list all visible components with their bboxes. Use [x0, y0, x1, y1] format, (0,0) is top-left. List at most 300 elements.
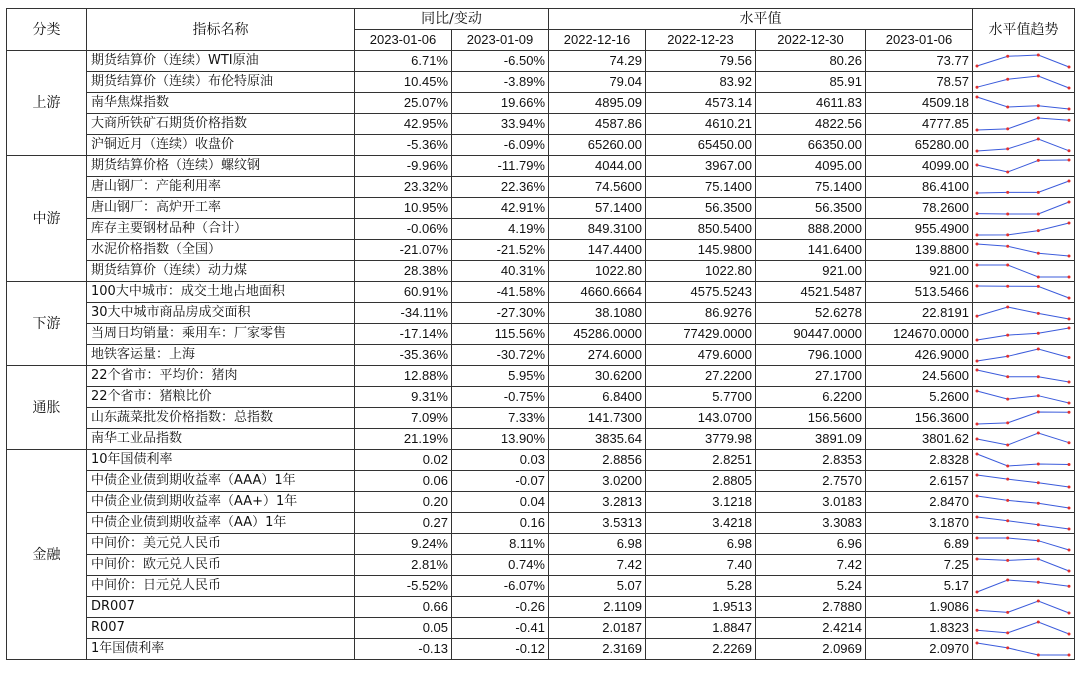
yoy-cell: 0.16	[452, 513, 549, 534]
yoy-cell: 21.19%	[355, 429, 452, 450]
sparkline-point	[1006, 306, 1009, 309]
level-cell: 479.6000	[646, 345, 756, 366]
sparkline-point	[976, 285, 979, 288]
table-row	[7, 303, 1075, 324]
trend-sparkline	[973, 618, 1073, 638]
sparkline-point	[976, 495, 979, 498]
sparkline-point	[1006, 519, 1009, 522]
level-cell: 65260.00	[549, 135, 646, 156]
sparkline-point	[1006, 559, 1009, 562]
sparkline-cell	[973, 513, 1075, 534]
sparkline-cell	[973, 408, 1075, 429]
category-cell: 中游	[7, 156, 87, 282]
sparkline-point	[976, 537, 979, 540]
sparkline-cell	[973, 261, 1075, 282]
sparkline-point	[1068, 441, 1071, 444]
sparkline-point	[1037, 654, 1040, 657]
sparkline-line	[977, 286, 1069, 298]
sparkline-point	[976, 453, 979, 456]
yoy-date-header: 2023-01-06	[355, 30, 452, 51]
level-cell: 2.7570	[756, 471, 866, 492]
sparkline-point	[1037, 481, 1040, 484]
sparkline-point	[1068, 297, 1071, 300]
table-row	[7, 345, 1075, 366]
sparkline-line	[977, 328, 1069, 340]
sparkline-point	[1037, 285, 1040, 288]
level-cell: 6.96	[756, 534, 866, 555]
sparkline-point	[1068, 486, 1071, 489]
yoy-cell: 25.07%	[355, 93, 452, 114]
sparkline-point	[1006, 421, 1009, 424]
table-row	[7, 471, 1075, 492]
sparkline-point	[1006, 537, 1009, 540]
sparkline-cell	[973, 219, 1075, 240]
trend-sparkline	[973, 513, 1073, 533]
sparkline-cell	[973, 597, 1075, 618]
trend-sparkline	[973, 576, 1073, 596]
sparkline-line	[977, 580, 1069, 592]
level-cell: 141.6400	[756, 240, 866, 261]
level-cell: 52.6278	[756, 303, 866, 324]
sparkline-point	[1037, 502, 1040, 505]
yoy-cell: -27.30%	[452, 303, 549, 324]
sparkline-point	[1037, 229, 1040, 232]
sparkline-point	[976, 150, 979, 153]
trend-sparkline	[973, 471, 1073, 491]
category-cell: 上游	[7, 51, 87, 156]
sparkline-line	[977, 160, 1069, 172]
sparkline-point	[976, 474, 979, 477]
level-cell: 90447.0000	[756, 324, 866, 345]
sparkline-point	[1037, 348, 1040, 351]
table-row	[7, 156, 1075, 177]
sparkline-point	[1006, 106, 1009, 109]
indicator-name: 山东蔬菜批发价格指数：总指数	[87, 408, 355, 429]
table-row	[7, 555, 1075, 576]
yoy-cell: -0.06%	[355, 219, 452, 240]
sparkline-line	[977, 559, 1069, 571]
sparkline-line	[977, 139, 1069, 151]
indicator-name: 10年国债利率	[87, 450, 355, 471]
sparkline-point	[1068, 411, 1071, 414]
sparkline-point	[1037, 104, 1040, 107]
sparkline-point	[1006, 375, 1009, 378]
level-cell: 850.5400	[646, 219, 756, 240]
level-cell: 57.1400	[549, 198, 646, 219]
sparkline-point	[1037, 539, 1040, 542]
sparkline-cell	[973, 72, 1075, 93]
yoy-cell: -3.89%	[452, 72, 549, 93]
level-cell: 2.0187	[549, 618, 646, 639]
level-cell: 5.2600	[866, 387, 973, 408]
sparkline-line	[977, 412, 1069, 424]
sparkline-point	[1037, 117, 1040, 120]
level-cell: 2.8805	[646, 471, 756, 492]
sparkline-point	[1037, 600, 1040, 603]
level-cell: 1.9086	[866, 597, 973, 618]
trend-sparkline	[973, 450, 1073, 470]
yoy-cell: -9.96%	[355, 156, 452, 177]
table-row	[7, 240, 1075, 261]
level-cell: 4509.18	[866, 93, 973, 114]
table-row	[7, 72, 1075, 93]
indicator-name: 100大中城市：成交土地占地面积	[87, 282, 355, 303]
yoy-cell: 40.31%	[452, 261, 549, 282]
level-cell: 156.3600	[866, 408, 973, 429]
sparkline-point	[1037, 432, 1040, 435]
level-cell: 7.25	[866, 555, 973, 576]
table-row	[7, 114, 1075, 135]
sparkline-point	[1068, 463, 1071, 466]
table-row	[7, 51, 1075, 72]
yoy-cell: -35.36%	[355, 345, 452, 366]
table-row	[7, 177, 1075, 198]
sparkline-point	[1068, 87, 1071, 90]
level-cell: 4895.09	[549, 93, 646, 114]
level-cell: 83.92	[646, 72, 756, 93]
indicator-name: 南华焦煤指数	[87, 93, 355, 114]
yoy-cell: 0.74%	[452, 555, 549, 576]
yoy-cell: -6.07%	[452, 576, 549, 597]
trend-sparkline	[973, 555, 1073, 575]
level-cell: 1.9513	[646, 597, 756, 618]
yoy-cell: 2.81%	[355, 555, 452, 576]
sparkline-point	[1006, 264, 1009, 267]
sparkline-point	[1037, 312, 1040, 315]
sparkline-cell	[973, 492, 1075, 513]
sparkline-point	[1037, 581, 1040, 584]
level-cell: 513.5466	[866, 282, 973, 303]
sparkline-cell	[973, 198, 1075, 219]
level-cell: 6.98	[549, 534, 646, 555]
sparkline-point	[1006, 285, 1009, 288]
level-cell: 7.42	[756, 555, 866, 576]
level-cell: 2.3169	[549, 639, 646, 660]
yoy-cell: 0.05	[355, 618, 452, 639]
sparkline-point	[1006, 147, 1009, 150]
level-cell: 38.1080	[549, 303, 646, 324]
level-cell: 4660.6664	[549, 282, 646, 303]
sparkline-point	[976, 243, 979, 246]
sparkline-point	[1068, 159, 1071, 162]
level-cell: 4611.83	[756, 93, 866, 114]
sparkline-point	[1037, 54, 1040, 57]
indicator-name: 库存主要钢材品种（合计）	[87, 219, 355, 240]
yoy-cell: 0.03	[452, 450, 549, 471]
level-cell: 86.4100	[866, 177, 973, 198]
sparkline-cell	[973, 324, 1075, 345]
level-date-header: 2023-01-06	[866, 30, 973, 51]
sparkline-point	[1037, 558, 1040, 561]
level-cell: 2.2269	[646, 639, 756, 660]
yoy-cell: -6.50%	[452, 51, 549, 72]
table-row	[7, 282, 1075, 303]
sparkline-cell	[973, 240, 1075, 261]
sparkline-point	[1068, 119, 1071, 122]
level-cell: 141.7300	[549, 408, 646, 429]
yoy-cell: 23.32%	[355, 177, 452, 198]
indicator-header: 指标名称	[87, 9, 355, 51]
level-cell: 4610.21	[646, 114, 756, 135]
sparkline-point	[1006, 127, 1009, 130]
sparkline-cell	[973, 114, 1075, 135]
sparkline-point	[1006, 245, 1009, 248]
level-cell: 796.1000	[756, 345, 866, 366]
sparkline-point	[976, 339, 979, 342]
sparkline-point	[976, 360, 979, 363]
level-cell: 2.8470	[866, 492, 973, 513]
sparkline-point	[976, 315, 979, 318]
level-cell: 2.8328	[866, 450, 973, 471]
level-cell: 7.42	[549, 555, 646, 576]
level-date-header: 2022-12-23	[646, 30, 756, 51]
yoy-cell: 60.91%	[355, 282, 452, 303]
yoy-cell: -0.12	[452, 639, 549, 660]
sparkline-line	[977, 538, 1069, 550]
sparkline-point	[1068, 549, 1071, 552]
level-cell: 85.91	[756, 72, 866, 93]
yoy-cell: -30.72%	[452, 345, 549, 366]
level-cell: 955.4900	[866, 219, 973, 240]
level-cell: 3.0183	[756, 492, 866, 513]
table-row	[7, 387, 1075, 408]
level-cell: 3.0200	[549, 471, 646, 492]
sparkline-cell	[973, 93, 1075, 114]
sparkline-point	[1037, 276, 1040, 279]
sparkline-cell	[973, 618, 1075, 639]
level-cell: 3.1218	[646, 492, 756, 513]
sparkline-point	[1006, 478, 1009, 481]
sparkline-point	[1068, 149, 1071, 152]
sparkline-point	[1037, 394, 1040, 397]
level-cell: 78.57	[866, 72, 973, 93]
level-cell: 2.8353	[756, 450, 866, 471]
yoy-cell: 115.56%	[452, 324, 549, 345]
sparkline-cell	[973, 282, 1075, 303]
indicator-name: R007	[87, 618, 355, 639]
sparkline-point	[1068, 402, 1071, 405]
sparkline-point	[1006, 171, 1009, 174]
trend-sparkline	[973, 198, 1073, 218]
sparkline-point	[976, 129, 979, 132]
yoy-cell: 6.71%	[355, 51, 452, 72]
sparkline-point	[1068, 255, 1071, 258]
yoy-cell: -41.58%	[452, 282, 549, 303]
sparkline-point	[976, 212, 979, 215]
level-cell: 56.3500	[646, 198, 756, 219]
sparkline-point	[1068, 633, 1071, 636]
sparkline-point	[976, 234, 979, 237]
indicator-name: 期货结算价（连续）布伦特原油	[87, 72, 355, 93]
yoy-cell: -21.07%	[355, 240, 452, 261]
level-cell: 3.5313	[549, 513, 646, 534]
yoy-cell: 42.91%	[452, 198, 549, 219]
indicator-name: DR007	[87, 597, 355, 618]
sparkline-point	[1037, 252, 1040, 255]
sparkline-point	[1068, 108, 1071, 111]
sparkline-point	[1037, 621, 1040, 624]
level-cell: 45286.0000	[549, 324, 646, 345]
table-row	[7, 366, 1075, 387]
sparkline-cell	[973, 135, 1075, 156]
yoy-cell: 42.95%	[355, 114, 452, 135]
sparkline-line	[977, 244, 1069, 256]
sparkline-point	[1068, 654, 1071, 657]
level-cell: 74.5600	[549, 177, 646, 198]
sparkline-point	[976, 558, 979, 561]
indicator-name: 大商所铁矿石期货价格指数	[87, 114, 355, 135]
sparkline-line	[977, 223, 1069, 235]
yoy-header: 同比/变动	[355, 9, 549, 30]
level-cell: 4095.00	[756, 156, 866, 177]
level-cell: 5.28	[646, 576, 756, 597]
sparkline-point	[1037, 138, 1040, 141]
yoy-cell: 0.66	[355, 597, 452, 618]
yoy-cell: -0.41	[452, 618, 549, 639]
yoy-cell: 0.04	[452, 492, 549, 513]
trend-sparkline	[973, 282, 1073, 302]
sparkline-point	[1068, 201, 1071, 204]
sparkline-line	[977, 349, 1069, 361]
indicator-name: 中债企业债到期收益率（AA+）1年	[87, 492, 355, 513]
level-cell: 27.1700	[756, 366, 866, 387]
indicator-name: 地铁客运量：上海	[87, 345, 355, 366]
sparkline-point	[976, 264, 979, 267]
yoy-cell: 7.09%	[355, 408, 452, 429]
level-cell: 921.00	[756, 261, 866, 282]
sparkline-line	[977, 517, 1069, 529]
yoy-cell: 4.19%	[452, 219, 549, 240]
indicator-name: 水泥价格指数（全国）	[87, 240, 355, 261]
sparkline-line	[977, 76, 1069, 88]
level-cell: 75.1400	[756, 177, 866, 198]
trend-sparkline	[973, 240, 1073, 260]
sparkline-point	[1037, 463, 1040, 466]
indicator-name: 当周日均销量：乘用车：厂家零售	[87, 324, 355, 345]
level-cell: 79.56	[646, 51, 756, 72]
category-cell: 下游	[7, 282, 87, 366]
table-row	[7, 534, 1075, 555]
sparkline-point	[976, 516, 979, 519]
sparkline-point	[1037, 332, 1040, 335]
trend-sparkline	[973, 534, 1073, 554]
trend-sparkline	[973, 408, 1073, 428]
level-cell: 2.8856	[549, 450, 646, 471]
category-header: 分类	[7, 9, 87, 51]
sparkline-cell	[973, 450, 1075, 471]
indicator-name: 期货结算价（连续）WTI原油	[87, 51, 355, 72]
yoy-cell: 28.38%	[355, 261, 452, 282]
level-cell: 5.24	[756, 576, 866, 597]
sparkline-cell	[973, 429, 1075, 450]
sparkline-point	[1068, 222, 1071, 225]
sparkline-line	[977, 370, 1069, 382]
sparkline-point	[1006, 191, 1009, 194]
indicator-name: 期货结算价（连续）动力煤	[87, 261, 355, 282]
sparkline-cell	[973, 387, 1075, 408]
sparkline-point	[1068, 180, 1071, 183]
level-cell: 66350.00	[756, 135, 866, 156]
level-cell: 30.6200	[549, 366, 646, 387]
level-cell: 6.98	[646, 534, 756, 555]
indicator-name: 22个省市：猪粮比价	[87, 387, 355, 408]
trend-sparkline	[973, 303, 1073, 323]
sparkline-point	[1006, 55, 1009, 58]
level-cell: 888.2000	[756, 219, 866, 240]
sparkline-line	[977, 97, 1069, 109]
level-cell: 2.0970	[866, 639, 973, 660]
sparkline-point	[976, 629, 979, 632]
sparkline-point	[1006, 499, 1009, 502]
sparkline-cell	[973, 534, 1075, 555]
yoy-cell: 0.06	[355, 471, 452, 492]
yoy-cell: 9.31%	[355, 387, 452, 408]
sparkline-point	[1068, 318, 1071, 321]
yoy-cell: 8.11%	[452, 534, 549, 555]
sparkline-point	[1006, 579, 1009, 582]
yoy-cell: -5.52%	[355, 576, 452, 597]
level-cell: 5.17	[866, 576, 973, 597]
sparkline-point	[1037, 375, 1040, 378]
sparkline-point	[976, 438, 979, 441]
yoy-cell: 7.33%	[452, 408, 549, 429]
indicator-name: 中间价：日元兑人民币	[87, 576, 355, 597]
yoy-cell: -17.14%	[355, 324, 452, 345]
level-cell: 74.29	[549, 51, 646, 72]
table-row	[7, 618, 1075, 639]
trend-sparkline	[973, 492, 1073, 512]
sparkline-point	[976, 642, 979, 645]
sparkline-point	[1068, 66, 1071, 69]
trend-sparkline	[973, 387, 1073, 407]
yoy-cell: 9.24%	[355, 534, 452, 555]
sparkline-point	[1068, 507, 1071, 510]
level-cell: 24.5600	[866, 366, 973, 387]
level-cell: 6.2200	[756, 387, 866, 408]
level-cell: 27.2200	[646, 366, 756, 387]
level-cell: 5.7700	[646, 387, 756, 408]
sparkline-line	[977, 265, 1069, 277]
yoy-cell: 0.27	[355, 513, 452, 534]
level-cell: 65280.00	[866, 135, 973, 156]
level-cell: 921.00	[866, 261, 973, 282]
sparkline-point	[976, 86, 979, 89]
indicator-name: 期货结算价格（连续）螺纹钢	[87, 156, 355, 177]
indicator-name: 中债企业债到期收益率（AA）1年	[87, 513, 355, 534]
level-cell: 143.0700	[646, 408, 756, 429]
table-row	[7, 93, 1075, 114]
trend-sparkline	[973, 324, 1073, 344]
level-cell: 3.4218	[646, 513, 756, 534]
trend-sparkline	[973, 639, 1073, 659]
table-row	[7, 576, 1075, 597]
trend-sparkline	[973, 51, 1073, 71]
sparkline-point	[976, 65, 979, 68]
sparkline-line	[977, 475, 1069, 487]
table-row	[7, 492, 1075, 513]
trend-sparkline	[973, 177, 1073, 197]
sparkline-point	[976, 192, 979, 195]
sparkline-point	[1006, 78, 1009, 81]
level-cell: 124670.0000	[866, 324, 973, 345]
level-cell: 2.6157	[866, 471, 973, 492]
level-cell: 4822.56	[756, 114, 866, 135]
sparkline-point	[1037, 191, 1040, 194]
sparkline-point	[1006, 213, 1009, 216]
yoy-cell: 22.36%	[452, 177, 549, 198]
trend-header: 水平值趋势	[973, 9, 1075, 51]
sparkline-point	[1068, 585, 1071, 588]
